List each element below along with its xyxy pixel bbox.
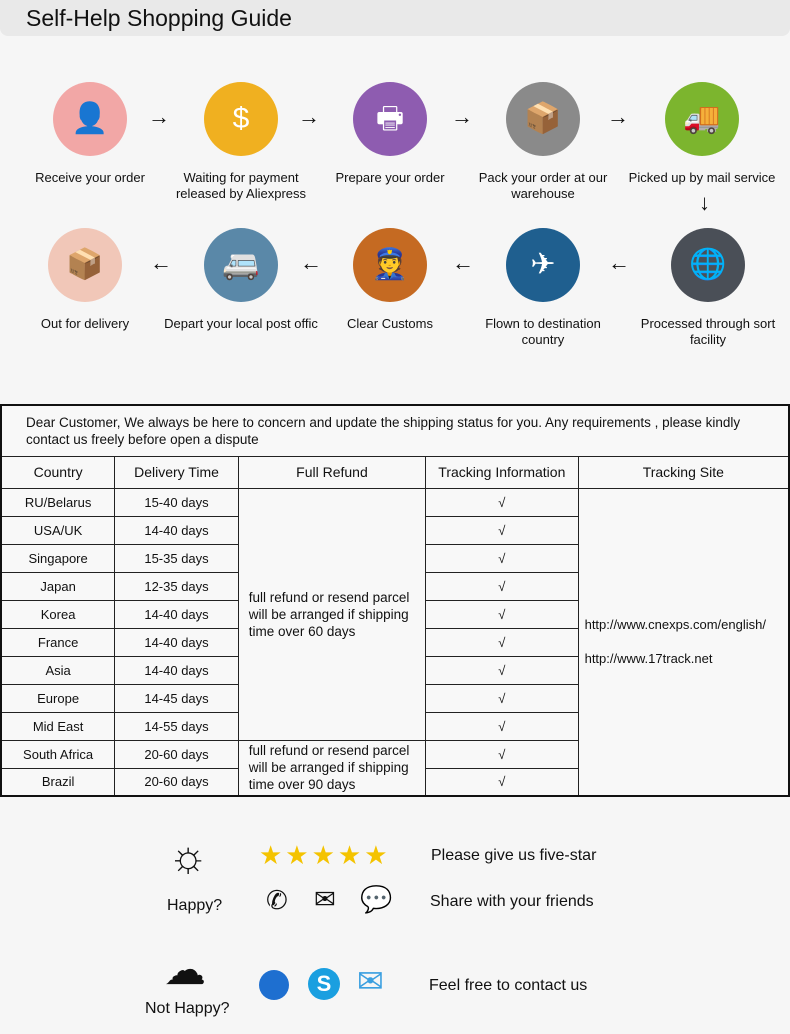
header-bar bbox=[0, 0, 790, 36]
step-label: Pack your order at our warehouse bbox=[478, 170, 608, 201]
delivery-time-cell: 14-40 days bbox=[115, 628, 239, 656]
step-1 bbox=[10, 82, 170, 186]
arrow-right-icon: → bbox=[148, 104, 170, 129]
step-label: Processed through sort facility bbox=[640, 316, 776, 347]
globe-mail-icon: 🌐 bbox=[671, 228, 745, 302]
delivery-time-cell: 12-35 days bbox=[115, 572, 239, 600]
arrow-down-icon: ↓ bbox=[699, 190, 710, 215]
arrow-right-icon: → bbox=[451, 104, 473, 129]
customs-officer-icon: 👮 bbox=[353, 228, 427, 302]
country-cell: RU/Belarus bbox=[1, 488, 115, 516]
step-label: Depart your local post offic bbox=[164, 316, 318, 331]
refund-90-cell: full refund or resend parcel will be arranged if shipping time over 90 days bbox=[238, 740, 425, 796]
arrow-left-icon: ← bbox=[452, 250, 474, 275]
five-star-text: Please give us five-star bbox=[431, 847, 597, 864]
table-row bbox=[1, 488, 789, 516]
tracking-check: √ bbox=[426, 600, 579, 628]
delivery-time-cell: 20-60 days bbox=[115, 768, 239, 796]
step-7 bbox=[463, 228, 623, 348]
tracking-check: √ bbox=[426, 740, 579, 768]
step-label: Waiting for payment released by Aliexpress bbox=[175, 170, 307, 201]
skype-icon[interactable]: S bbox=[308, 968, 340, 1000]
sun-icon: ☼ bbox=[168, 832, 209, 881]
tracking-check: √ bbox=[426, 572, 579, 600]
mail-icon[interactable]: ✉ bbox=[314, 884, 336, 914]
step-5 bbox=[622, 82, 782, 186]
step-8 bbox=[310, 228, 470, 332]
tracking-link[interactable]: http://www.cnexps.com/english/ bbox=[584, 616, 766, 632]
tracking-check: √ bbox=[426, 516, 579, 544]
step-6 bbox=[628, 228, 788, 348]
column-header: Tracking Site bbox=[578, 456, 789, 488]
delivery-time-cell: 14-40 days bbox=[115, 600, 239, 628]
step-label: Picked up by mail service bbox=[628, 170, 776, 185]
step-label: Flown to destination country bbox=[485, 316, 601, 347]
refund-60-cell: full refund or resend parcel will be arranged if shipping time over 60 days bbox=[238, 488, 425, 740]
money-bag-icon: $ bbox=[204, 82, 278, 156]
phone-icon[interactable]: ✆ bbox=[266, 885, 288, 915]
shipping-table bbox=[0, 404, 790, 797]
column-header: Country bbox=[1, 456, 115, 488]
printer-icon: 🖶 bbox=[353, 82, 427, 156]
happy-label: Happy? bbox=[167, 897, 223, 914]
country-cell: Europe bbox=[1, 684, 115, 712]
package-icon: 📦 bbox=[506, 82, 580, 156]
customer-note: Dear Customer, We always be here to concern and update the shipping status for you. Any requirements , please kindly contact us freely before open a dispute bbox=[1, 405, 789, 456]
step-3 bbox=[310, 82, 470, 186]
country-cell: France bbox=[1, 628, 115, 656]
column-header: Full Refund bbox=[238, 456, 425, 488]
arrow-right-icon: → bbox=[607, 104, 629, 129]
country-cell: Asia bbox=[1, 656, 115, 684]
airplane-icon: ✈ bbox=[506, 228, 580, 302]
arrow-left-icon: ← bbox=[300, 250, 322, 275]
delivery-time-cell: 15-35 days bbox=[115, 544, 239, 572]
column-header: Tracking Information bbox=[426, 456, 579, 488]
truck-icon: 🚚 bbox=[665, 82, 739, 156]
step-9 bbox=[161, 228, 321, 332]
country-cell: Mid East bbox=[1, 712, 115, 740]
delivery-time-cell: 15-40 days bbox=[115, 488, 239, 516]
column-header: Delivery Time bbox=[115, 456, 239, 488]
messenger-icon[interactable] bbox=[259, 970, 289, 1000]
tracking-check: √ bbox=[426, 712, 579, 740]
tracking-link[interactable]: http://www.17track.net bbox=[584, 650, 713, 666]
tracking-check: √ bbox=[426, 488, 579, 516]
delivery-time-cell: 20-60 days bbox=[115, 740, 239, 768]
rain-cloud-icon: ☁ bbox=[164, 946, 206, 993]
van-icon: 🚐 bbox=[204, 228, 278, 302]
country-cell: Brazil bbox=[1, 768, 115, 796]
step-label: Clear Customs bbox=[347, 316, 433, 331]
country-cell: USA/UK bbox=[1, 516, 115, 544]
person-at-desk-icon: 👤 bbox=[53, 82, 127, 156]
tracking-check: √ bbox=[426, 628, 579, 656]
not-happy-label: Not Happy? bbox=[145, 1000, 230, 1017]
step-label: Prepare your order bbox=[335, 170, 445, 185]
share-text: Share with your friends bbox=[430, 893, 594, 910]
five-stars-icon: ★★★★★ bbox=[259, 840, 391, 870]
arrow-right-icon: → bbox=[298, 104, 320, 129]
arrow-left-icon: ← bbox=[608, 250, 630, 275]
country-cell: Singapore bbox=[1, 544, 115, 572]
country-cell: South Africa bbox=[1, 740, 115, 768]
step-label: Receive your order bbox=[35, 170, 145, 185]
step-4 bbox=[463, 82, 623, 202]
chat-icon[interactable]: 💬 bbox=[360, 884, 393, 914]
delivery-time-cell: 14-40 days bbox=[115, 516, 239, 544]
email-icon[interactable]: ✉ bbox=[357, 963, 384, 999]
contact-text: Feel free to contact us bbox=[429, 977, 588, 994]
country-cell: Korea bbox=[1, 600, 115, 628]
page-title: Self-Help Shopping Guide bbox=[26, 5, 292, 31]
tracking-check: √ bbox=[426, 684, 579, 712]
step-2 bbox=[161, 82, 321, 202]
tracking-check: √ bbox=[426, 768, 579, 796]
delivery-time-cell: 14-45 days bbox=[115, 684, 239, 712]
tracking-check: √ bbox=[426, 656, 579, 684]
tracking-check: √ bbox=[426, 544, 579, 572]
parcel-icon: 📦 bbox=[48, 228, 122, 302]
step-10 bbox=[5, 228, 165, 332]
arrow-left-icon: ← bbox=[150, 250, 172, 275]
delivery-time-cell: 14-40 days bbox=[115, 656, 239, 684]
tracking-site-cell bbox=[578, 488, 789, 796]
step-label: Out for delivery bbox=[40, 316, 130, 331]
delivery-time-cell: 14-55 days bbox=[115, 712, 239, 740]
country-cell: Japan bbox=[1, 572, 115, 600]
